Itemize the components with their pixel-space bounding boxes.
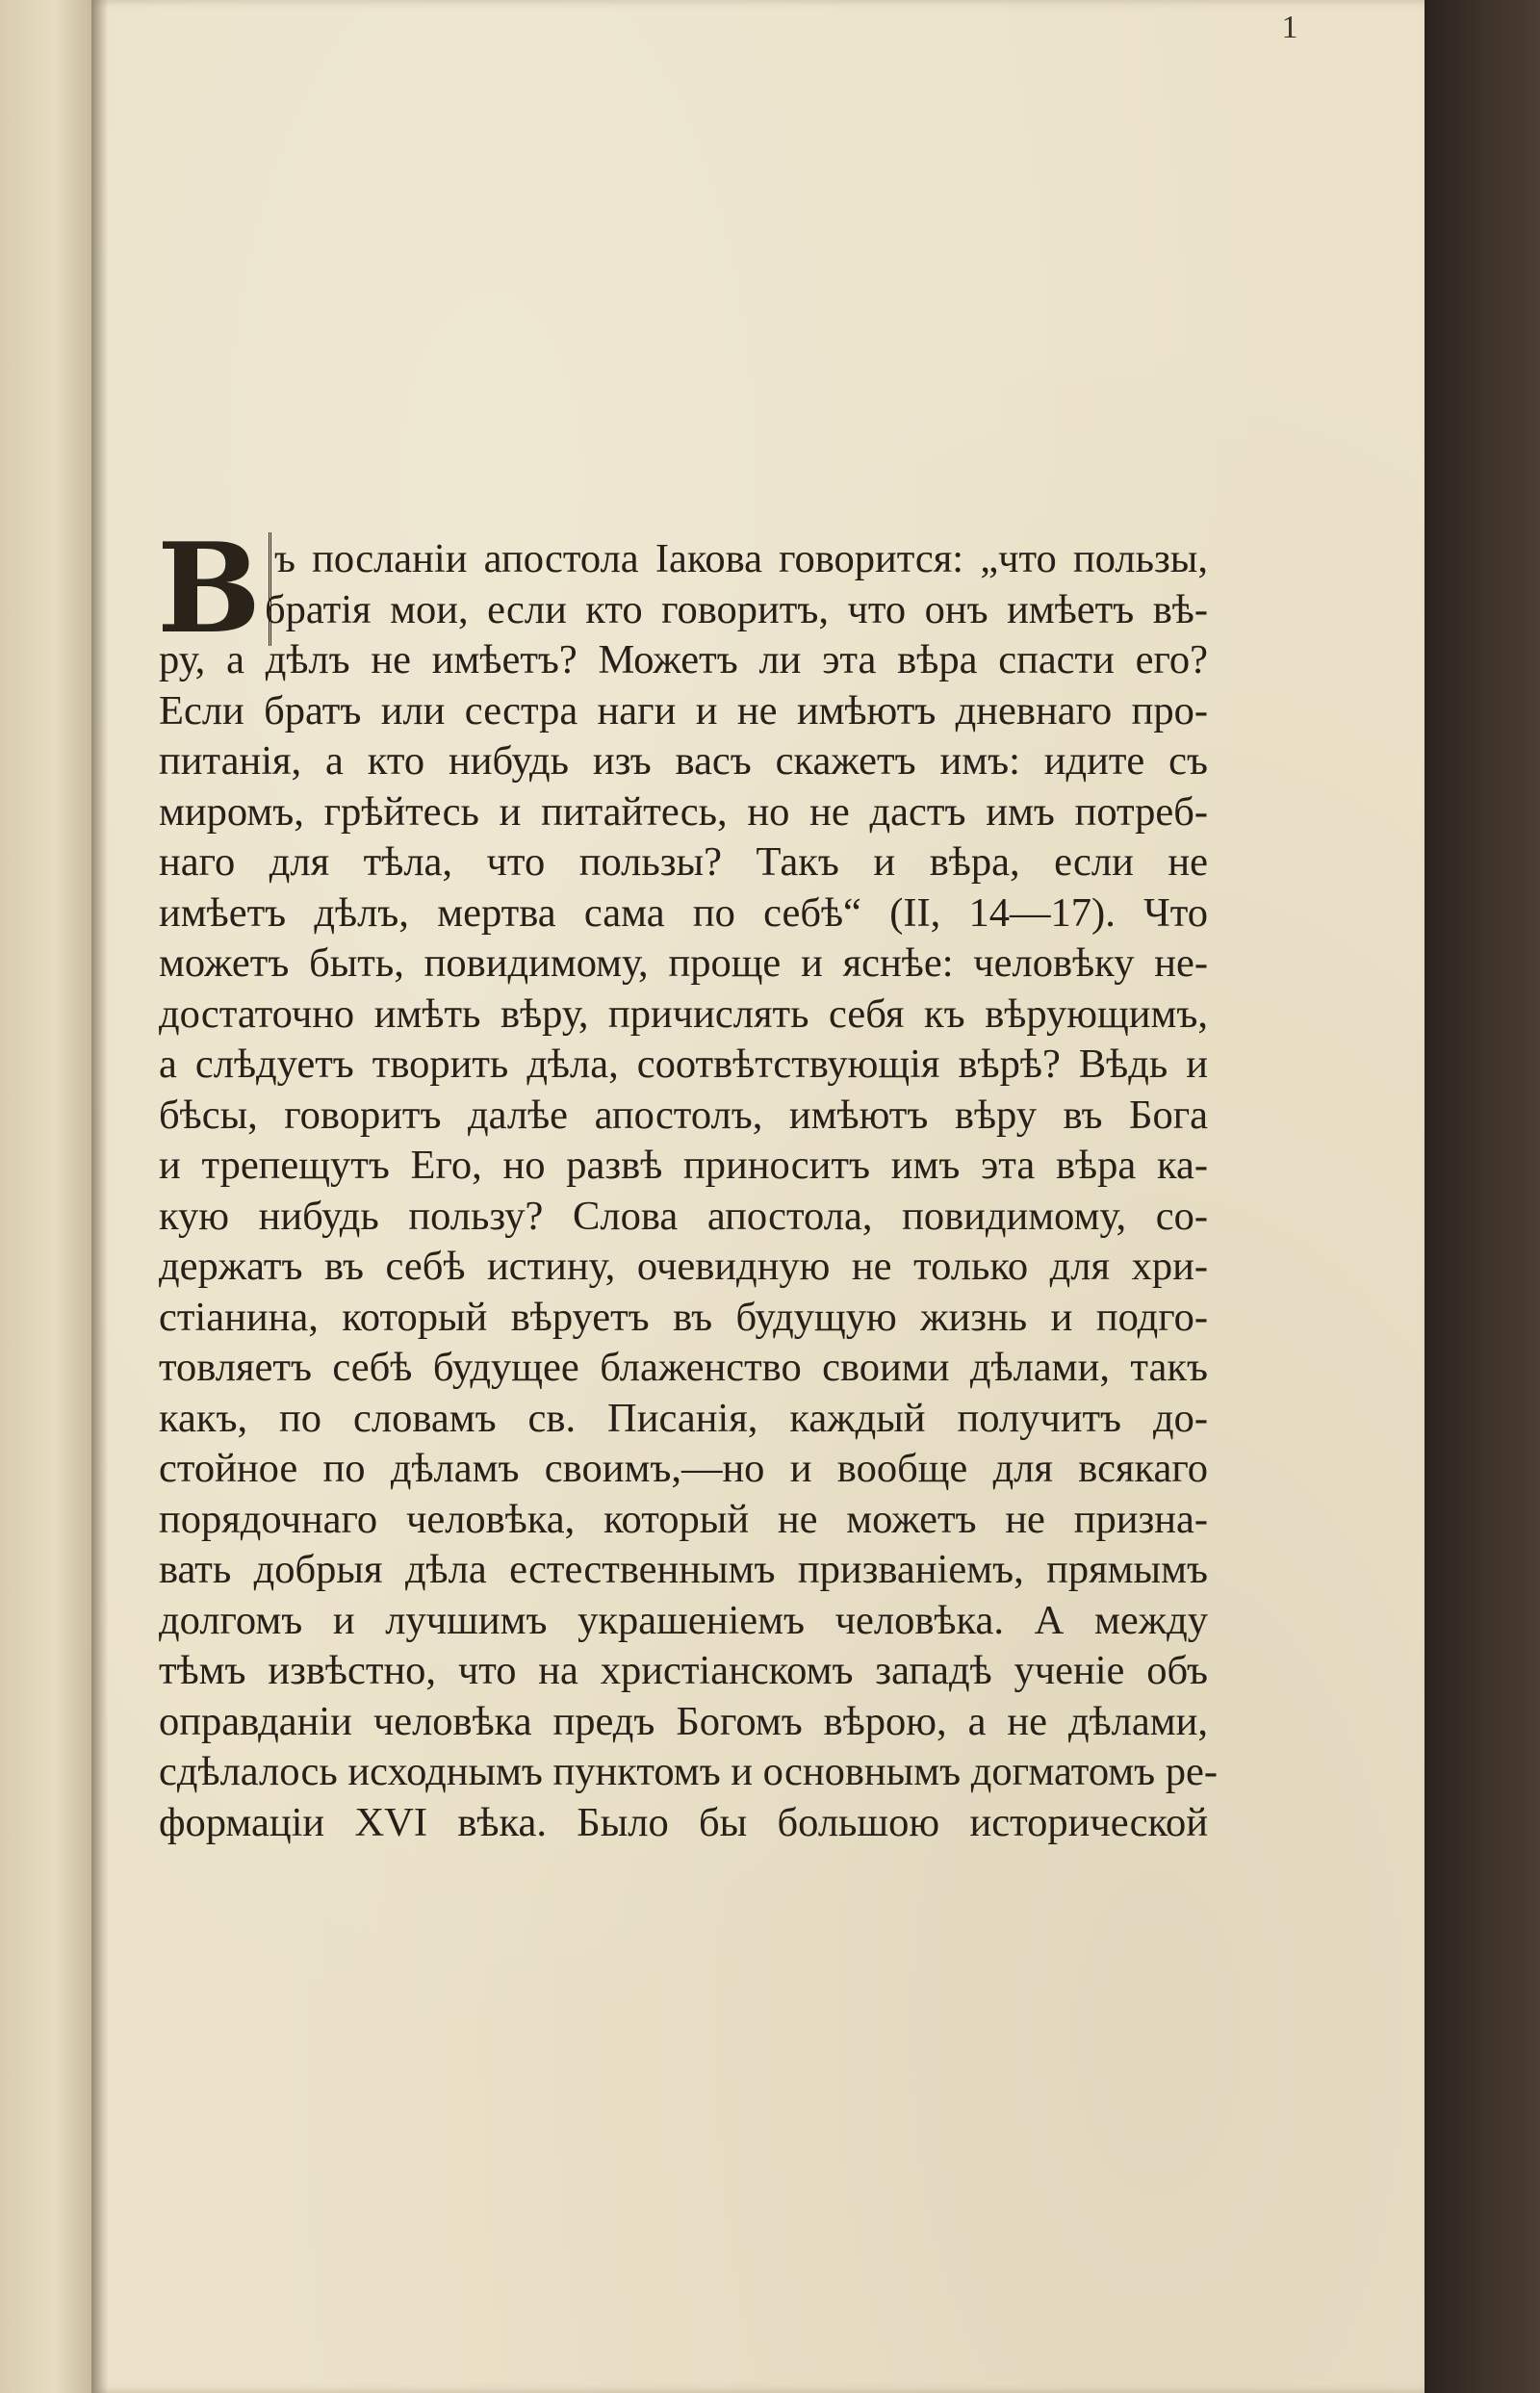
text-line: и трепещутъ Его, но развѣ приноситъ имъ эта вѣра ка- — [159, 1143, 1208, 1188]
page-number: 1 — [1281, 10, 1298, 45]
left-page-edge — [0, 0, 91, 2393]
spine-shadow — [91, 0, 109, 2393]
text-line: держатъ въ себѣ истину, очевидную не только для хри- — [159, 1244, 1208, 1289]
dark-background — [1424, 0, 1540, 2393]
text-line: товляетъ себѣ будущее блаженство своими дѣлами, такъ — [159, 1345, 1208, 1390]
body-text — [157, 517, 1219, 1848]
text-line: кую нибудь пользу? Слова апостола, повидимому, со- — [159, 1193, 1208, 1239]
text-line: а слѣдуетъ творить дѣла, соотвѣтствующія вѣрѣ? Вѣдь и — [159, 1042, 1208, 1087]
text-line: Если братъ или сестра наги и не имѣютъ дневнаго про- — [159, 687, 1208, 733]
text-line: ру, а дѣлъ не имѣетъ? Можетъ ли эта вѣра спасти его? — [159, 637, 1208, 682]
text-line: стойное по дѣламъ своимъ,—но и вообще для всякаго — [159, 1446, 1208, 1491]
text-line: имѣетъ дѣлъ, мертва сама по себѣ“ (II, 14—17). Что — [159, 889, 1208, 936]
text-line: формаціи XVI вѣка. Было бы большою исторической — [159, 1799, 1208, 1845]
text-line: можетъ быть, повидимому, проще и яснѣе: человѣку не- — [159, 940, 1208, 986]
text-line: питанія, а кто нибудь изъ васъ скажетъ имъ: идите съ — [159, 738, 1208, 784]
text-line: долгомъ и лучшимъ украшеніемъ человѣка. А между — [159, 1597, 1208, 1643]
text-line: оправданіи человѣка предъ Богомъ вѣрою, а не дѣлами, — [159, 1698, 1208, 1744]
text-line: наго для тѣла, что пользы? Такъ и вѣра, если не — [159, 839, 1208, 885]
text-line: тѣмъ извѣстно, что на христіанскомъ западѣ ученіе объ — [159, 1648, 1208, 1693]
text-line: стіанина, который вѣруетъ въ будущую жизнь и подго- — [159, 1294, 1208, 1340]
text-line: порядочнаго человѣка, который не можетъ не призна- — [159, 1496, 1208, 1542]
text-line: братія мои, если кто говоритъ, что онъ имѣетъ вѣ- — [265, 586, 1208, 632]
text-line: бѣсы, говоритъ далѣе апостолъ, имѣютъ вѣру въ Бога — [159, 1092, 1208, 1138]
text-line: миромъ, грѣйтесь и питайтесь, но не дастъ имъ потреб- — [159, 788, 1208, 835]
text-line: сдѣлалось исходнымъ пунктомъ и основнымъ догматомъ ре- — [159, 1749, 1219, 1794]
text-line: достаточно имѣть вѣру, причислять себя къ вѣрующимъ, — [159, 991, 1208, 1037]
drop-cap: В — [157, 532, 271, 646]
text-line: ъ посланіи апостола Іакова говорится: „что пользы, — [274, 536, 1208, 581]
text-line: вать добрыя дѣла естественнымъ призваніемъ, прямымъ — [159, 1547, 1208, 1592]
text-line: какъ, по словамъ св. Писанія, каждый получитъ до- — [159, 1395, 1208, 1441]
